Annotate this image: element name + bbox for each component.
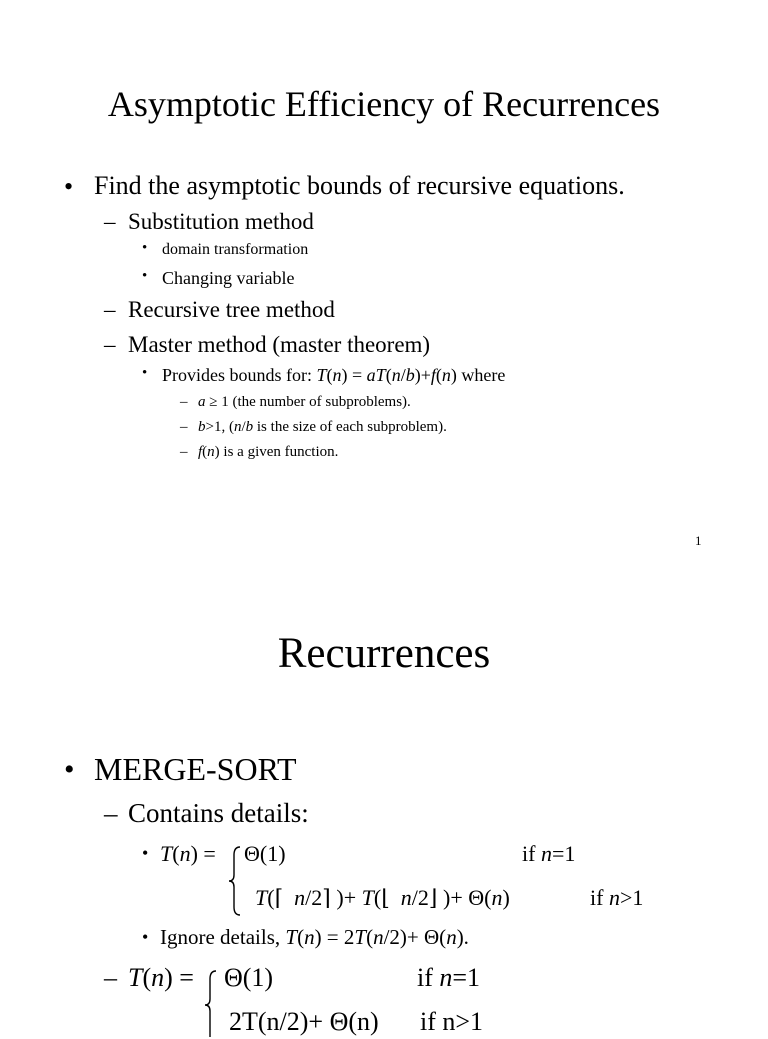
dash-icon: – bbox=[104, 963, 117, 992]
item-changing-variable: Changing variable bbox=[162, 268, 295, 288]
case2-value-2: 2T(n/2)+ Θ(n) bbox=[229, 1007, 379, 1036]
item-substitution-method: Substitution method bbox=[128, 209, 314, 234]
item-ignore-details: Ignore details, T(n) = 2T(n/2)+ Θ(n). bbox=[160, 925, 469, 949]
condition-b: b>1, (n/b is the size of each subproblem). bbox=[198, 419, 447, 435]
item-master-method: Master method (master theorem) bbox=[128, 332, 431, 357]
left-brace bbox=[228, 845, 242, 917]
condition-a: a ≥ 1 (the number of subproblems). bbox=[198, 394, 411, 410]
case2-condition-2: if n>1 bbox=[420, 1007, 484, 1036]
page-number: 1 bbox=[695, 533, 702, 548]
tn-label: T(n) = bbox=[160, 841, 216, 866]
bullet-icon: • bbox=[142, 240, 148, 256]
tn2-label: T(n) = bbox=[128, 963, 194, 992]
dash-icon: – bbox=[104, 332, 116, 357]
dash-icon: – bbox=[104, 297, 116, 322]
bullet-icon: • bbox=[64, 753, 75, 786]
slide-1-title: Asymptotic Efficiency of Recurrences bbox=[107, 84, 661, 124]
case1-value-2: Θ(1) bbox=[224, 963, 274, 992]
left-brace bbox=[204, 969, 218, 1039]
item-provides-bounds: Provides bounds for: T(n) = aT(n/b)+f(n) where bbox=[162, 365, 506, 385]
bullet-icon: • bbox=[142, 843, 149, 863]
dash-icon: – bbox=[180, 394, 188, 410]
bullet-icon: • bbox=[142, 927, 149, 947]
case2-value: T(⌈ n/2⌉ )+ T(⌊ n/2⌋ )+ Θ(n) bbox=[255, 885, 510, 910]
case1-condition: if n=1 bbox=[522, 841, 576, 866]
bullet-icon: • bbox=[142, 365, 148, 381]
dash-icon: – bbox=[180, 444, 188, 460]
item-domain-transformation: domain transformation bbox=[162, 241, 309, 258]
case2-condition: if n>1 bbox=[590, 885, 644, 910]
dash-icon: – bbox=[104, 798, 118, 828]
bullet-find-bounds: Find the asymptotic bounds of recursive equations. bbox=[94, 171, 625, 200]
case1-value: Θ(1) bbox=[244, 841, 286, 866]
bullet-icon: • bbox=[142, 268, 148, 284]
dash-icon: – bbox=[104, 209, 116, 234]
dash-icon: – bbox=[180, 419, 188, 435]
case1-condition-2: if n=1 bbox=[417, 963, 481, 992]
slide-2 bbox=[0, 575, 768, 1036]
bullet-icon: • bbox=[64, 172, 74, 201]
item-recursive-tree-method: Recursive tree method bbox=[128, 297, 335, 322]
slide-2-title: Recurrences bbox=[277, 630, 491, 677]
condition-f: f(n) is a given function. bbox=[198, 444, 339, 460]
bullet-merge-sort: MERGE-SORT bbox=[94, 751, 297, 787]
item-contains-details: Contains details: bbox=[128, 798, 309, 828]
